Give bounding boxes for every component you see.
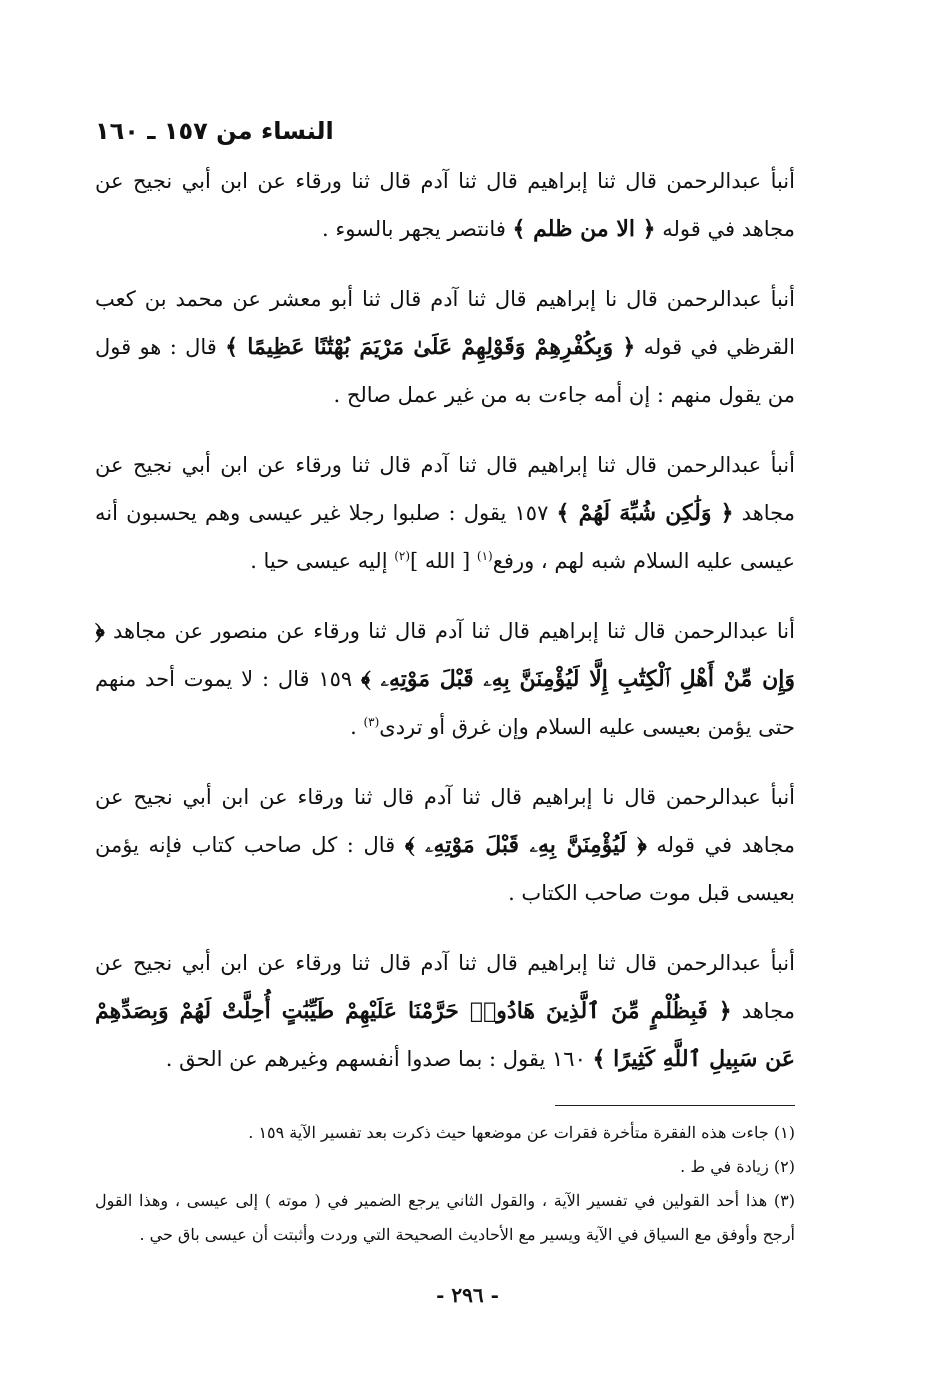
commentary-tail: إليه عيسى حيا .: [250, 549, 395, 573]
footnote-separator: [555, 1105, 795, 1106]
quran-verse: ﴿ وَإِن مِّنْ أَهْلِ ٱلْكِتَٰبِ إِلَّا لَيُؤْمِنَنَّ بِهِۦ قَبْلَ مَوْتِهِۦ ﴾: [95, 618, 795, 692]
commentary-text: فانتصر يجهر بالسوء .: [321, 217, 513, 241]
footnotes: [95, 1116, 795, 1252]
page-body: [95, 105, 795, 1252]
narration-text: أنبأ عبدالرحمن قال ثنا إبراهيم قال ثنا آدم قال ثنا ورقاء عن ابن أبي نجيح عن مجاهد: [95, 951, 795, 1023]
paragraph-4: [95, 607, 795, 751]
commentary-text: ١٦٠ يقول : بما صدوا أنفسهم وغيرهم عن الحق .: [165, 1047, 593, 1071]
commentary-tail: .: [350, 715, 364, 739]
narration-text: أنا عبدالرحمن قال ثنا إبراهيم قال ثنا آدم قال ثنا ورقاء عن منصور عن مجاهد: [104, 619, 795, 643]
footnote-1: (١) جاءت هذه الفقرة متأخرة فقرات عن موضعها حيث ذكرت بعد تفسير الآية ١٥٩ .: [248, 1123, 795, 1142]
inserted-word: [ الله ]: [410, 549, 477, 573]
surah-range-title: النساء من ١٥٧ ـ ١٦٠: [95, 117, 334, 145]
footnote-marker: (٢): [394, 549, 411, 563]
commentary-text: قال : هو قول من يقول منهم : إن أمه جاءت به من غير عمل صالح .: [95, 335, 795, 407]
narration-text: أنبأ عبدالرحمن قال ثنا إبراهيم قال ثنا آدم قال ثنا ورقاء عن ابن أبي نجيح عن مجاهد في قوله: [95, 169, 795, 241]
quran-verse: ﴿ الا من ظلم ﴾: [512, 216, 656, 242]
paragraph-5: [95, 773, 795, 917]
narration-text: أنبأ عبدالرحمن قال ثنا إبراهيم قال ثنا آدم قال ثنا ورقاء عن ابن أبي نجيح عن مجاهد: [95, 453, 795, 525]
paragraph-3: [95, 441, 795, 585]
narration-text: أنبأ عبدالرحمن قال نا إبراهيم قال ثنا آدم قال ثنا ورقاء عن ابن أبي نجيح عن مجاهد في قوله: [95, 785, 795, 857]
paragraph-6: [95, 939, 795, 1083]
quran-verse: ﴿ لَيُؤْمِنَنَّ بِهِۦ قَبْلَ مَوْتِهِۦ ﴾: [404, 832, 647, 858]
page-number: - ٢٩٦ -: [436, 1283, 499, 1307]
commentary-text: ١٥٩ قال : لا يموت أحد منهم حتى يؤمن بعيسى عليه السلام وإن غرق أو تردى: [95, 667, 795, 739]
quran-verse: ﴿ وَلَٰكِن شُبِّهَ لَهُمْ ﴾: [556, 500, 734, 526]
footnote-marker: (٣): [363, 715, 380, 729]
paragraph-1: [95, 157, 795, 253]
footnote-3: (٣) هذا أحد القولين في تفسير الآية ، والقول الثاني يرجع الضمير في ( موته ) إلى عيسى ، وهذا القول أرجح وأوفق مع السياق في الآية ويسير مع الأحاديث الصحيحة التي وردت وأثبتت أن عيسى باق حي .: [95, 1191, 795, 1244]
footnote-marker: (١): [476, 549, 493, 563]
quran-verse: ﴿ فَبِظُلْمٍ مِّنَ ٱلَّذِينَ هَادُوا۟ حَرَّمْنَا عَلَيْهِمْ طَيِّبَٰتٍ أُحِلَّتْ لَهُمْ وَبِصَدِّهِمْ عَن سَبِيلِ ٱللَّهِ كَثِيرًا ﴾: [95, 998, 795, 1072]
commentary-text: ١٥٧ يقول : صلبوا رجلا غير عيسى وهم يحسبون أنه عيسى عليه السلام شبه لهم ، ورفع: [95, 501, 795, 573]
footnote-2: (٢) زيادة في ط .: [680, 1157, 795, 1176]
paragraph-2: [95, 275, 795, 419]
page-header: [95, 105, 795, 157]
quran-verse: ﴿ وَبِكُفْرِهِمْ وَقَوْلِهِمْ عَلَىٰ مَرْيَمَ بُهْتَٰنًا عَظِيمًا ﴾: [225, 334, 636, 360]
commentary-text: قال : كل صاحب كتاب فإنه يؤمن بعيسى قبل موت صاحب الكتاب .: [95, 833, 795, 905]
narration-text: أنبأ عبدالرحمن قال نا إبراهيم قال ثنا آدم قال ثنا أبو معشر عن محمد بن كعب القرظي في قوله: [95, 287, 795, 359]
